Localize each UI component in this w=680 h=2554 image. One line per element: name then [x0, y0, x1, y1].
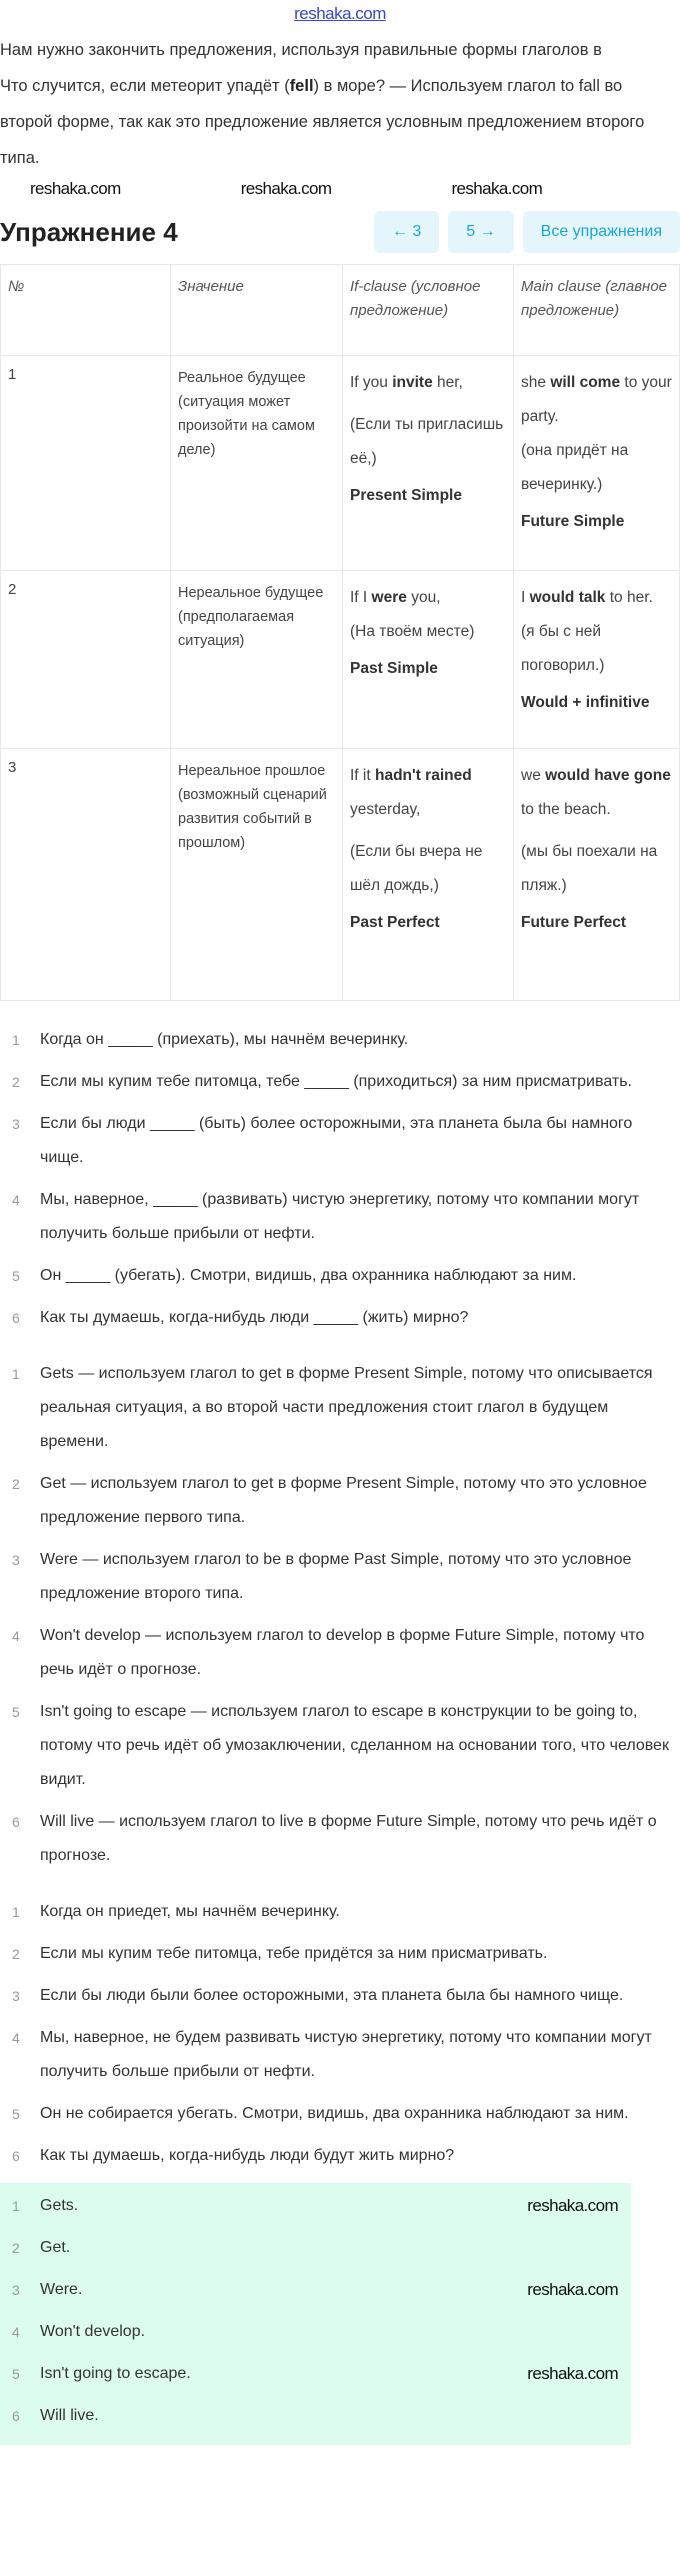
- item-text: Isn't going to escape.: [40, 2365, 191, 2382]
- clause-tense: Past Perfect: [350, 914, 440, 931]
- item-text: Will live.: [40, 2407, 99, 2424]
- clause-verb: invite: [392, 374, 433, 391]
- clause-verb: would talk: [529, 589, 606, 606]
- item-text: Won't develop — используем глагол to develop в форме Future Simple, потому что речь идёт о прогнозе.: [40, 1627, 645, 1678]
- item-text: Gets — используем глагол to get в форме Present Simple, потому что описывается реальная ситуация, а во второй части предложения стоит глагол в будущем времени.: [40, 1365, 653, 1450]
- clause-text: she: [521, 374, 551, 391]
- clause-tense: Past Simple: [350, 660, 438, 677]
- exercise-item: [8, 1301, 672, 1335]
- exercise-item: [8, 1107, 672, 1175]
- explanation-list: [8, 1357, 672, 1873]
- clause-text: I: [521, 589, 530, 606]
- table-row: [1, 749, 680, 1001]
- row-if-clause: [343, 356, 514, 571]
- title-row: [0, 206, 680, 258]
- item-text: Won't develop.: [40, 2323, 146, 2340]
- watermark: reshaka.com: [451, 179, 543, 198]
- row-main-clause: [514, 571, 680, 749]
- example-bold: fell: [289, 77, 314, 95]
- clause-text: yesterday,: [350, 801, 421, 818]
- item-text: Когда он _____ (приехать), мы начнём вечеринку.: [40, 1031, 409, 1048]
- header-number: №: [1, 265, 171, 356]
- item-text: Как ты думаешь, когда-нибудь люди _____ (жить) мирно?: [40, 1309, 469, 1326]
- clause-text: her,: [432, 374, 463, 391]
- example-text: ) в море? — Используем глагол to fall во второй форме, так как это предложение является условным предложением второго типа.: [0, 77, 645, 167]
- next-exercise-button[interactable]: 5 →: [448, 211, 513, 253]
- clause-text: If it: [350, 767, 375, 784]
- table-row: [1, 571, 680, 749]
- translation-item: [8, 2139, 672, 2173]
- clause-translation: (мы бы поехали на пляж.): [521, 843, 658, 894]
- prev-exercise-button[interactable]: ← 3: [374, 211, 439, 253]
- translation-item: [8, 1937, 672, 1971]
- row-number: 1: [1, 356, 171, 571]
- explanation-item: [8, 1467, 672, 1535]
- site-logo[interactable]: reshaka.com: [294, 4, 386, 23]
- clause-verb: hadn't rained: [374, 767, 472, 784]
- item-text: Will live — используем глагол to live в форме Future Simple, потому что речь идёт о прогнозе.: [40, 1813, 657, 1864]
- row-number: 3: [1, 749, 171, 1001]
- intro-example: [0, 68, 675, 176]
- clause-tense: Would + infinitive: [521, 694, 650, 711]
- item-number: 4: [12, 2324, 20, 2340]
- item-number: 3: [12, 1116, 20, 1132]
- clause-translation: (На твоём месте): [350, 623, 475, 640]
- clause-tense: Present Simple: [350, 487, 462, 504]
- all-exercises-button[interactable]: Все упражнения: [523, 211, 680, 253]
- clause-text: If I: [350, 589, 372, 606]
- item-text: Мы, наверное, не будем развивать чистую энергетику, потому что компании могут получить больше прибыли от нефти.: [40, 2029, 652, 2080]
- exercise-item: [8, 1183, 672, 1251]
- clause-text: to her.: [605, 589, 653, 606]
- answer-item: [8, 2189, 628, 2223]
- clause-text: to the beach.: [521, 801, 611, 818]
- clause-text: If you: [350, 374, 393, 391]
- item-number: 1: [12, 1904, 20, 1920]
- item-number: 5: [12, 1268, 20, 1284]
- row-main-clause: [514, 356, 680, 571]
- clause-verb: will come: [550, 374, 621, 391]
- item-text: Gets.: [40, 2197, 79, 2214]
- item-text: Were — используем глагол to be в форме Past Simple, потому что это условное предложение второго типа.: [40, 1551, 632, 1602]
- row-if-clause: [343, 571, 514, 749]
- item-text: Если мы купим тебе питомца, тебе придётся за ним присматривать.: [40, 1945, 548, 1962]
- item-number: 5: [12, 1704, 20, 1720]
- clause-verb: were: [371, 589, 407, 606]
- row-if-clause: [343, 749, 514, 1001]
- table-row: [1, 356, 680, 571]
- explanation-item: [8, 1619, 672, 1687]
- item-text: Если бы люди _____ (быть) более осторожными, эта планета была бы намного чище.: [40, 1115, 633, 1166]
- watermark: reshaka.com: [30, 179, 121, 198]
- clause-text: you,: [406, 589, 441, 606]
- explanation-item: [8, 1357, 672, 1459]
- example-text: Что случится, если метеорит упадёт (: [0, 77, 290, 95]
- watermark: reshaka.com: [527, 2196, 618, 2215]
- translation-item: [8, 2021, 672, 2089]
- item-number: 6: [12, 2148, 20, 2164]
- item-number: 4: [12, 1628, 20, 1644]
- row-meaning: Нереальное прошлое (возможный сценарий развития событий в прошлом): [171, 749, 343, 1001]
- row-number: 2: [1, 571, 171, 749]
- answer-item: [8, 2357, 628, 2391]
- item-number: 5: [12, 2366, 20, 2382]
- translation-item: [8, 1895, 672, 1929]
- item-number: 3: [12, 1988, 20, 2004]
- header-meaning: Значение: [171, 265, 343, 356]
- clause-translation: (Если ты пригласишь её,): [350, 416, 504, 467]
- watermark: reshaka.com: [527, 2364, 618, 2383]
- row-meaning: Реальное будущее (ситуация может произойти на самом деле): [171, 356, 343, 571]
- item-number: 6: [12, 1310, 20, 1326]
- answer-list: [8, 2189, 628, 2433]
- item-number: 2: [12, 1476, 20, 1492]
- exercise-nav: [374, 211, 680, 253]
- clause-tense: Future Perfect: [521, 914, 627, 931]
- translation-item: [8, 2097, 672, 2131]
- item-number: 2: [12, 1946, 20, 1962]
- item-number: 6: [12, 1814, 20, 1830]
- item-text: Isn't going to escape — используем глагол to escape в конструкции to be going to, потому что речь идёт об умозаключении, сделанном на основании того, что человек видит.: [40, 1703, 669, 1788]
- clause-translation: (она придёт на вечеринку.): [521, 442, 629, 493]
- watermark: reshaka.com: [527, 2280, 618, 2299]
- answer-item: [8, 2399, 628, 2433]
- exercise-item: [8, 1259, 672, 1293]
- explanation-item: [8, 1805, 672, 1873]
- page-title: Упражнение 4: [0, 216, 178, 247]
- row-main-clause: [514, 749, 680, 1001]
- exercise-item: [8, 1023, 672, 1057]
- watermark: reshaka.com: [240, 179, 332, 198]
- watermark-row: [0, 176, 680, 202]
- item-number: 3: [12, 1552, 20, 1568]
- item-text: Как ты думаешь, когда-нибудь люди будут жить мирно?: [40, 2147, 455, 2164]
- intro-text: [0, 32, 675, 176]
- item-text: Если бы люди были более осторожными, эта планета была бы намного чище.: [40, 1987, 624, 2004]
- item-number: 1: [12, 2198, 20, 2214]
- clause-translation: (я бы с ней поговорил.): [521, 623, 605, 674]
- clause-tense: Future Simple: [521, 513, 625, 530]
- item-text: Он не собирается убегать. Смотри, видишь, два охранника наблюдают за ним.: [40, 2105, 629, 2122]
- item-text: Get.: [40, 2239, 71, 2256]
- clause-translation: (Если бы вчера не шёл дождь,): [350, 843, 483, 894]
- answers-box: [0, 2183, 631, 2445]
- explanation-item: [8, 1695, 672, 1797]
- item-text: Если мы купим тебе питомца, тебе _____ (приходиться) за ним присматривать.: [40, 1073, 632, 1090]
- intro-line: Нам нужно закончить предложения, используя правильные формы глаголов в: [0, 41, 602, 59]
- answer-item: [8, 2231, 628, 2265]
- item-number: 3: [12, 2282, 20, 2298]
- conditionals-table: [0, 264, 680, 1001]
- item-text: Were.: [40, 2281, 83, 2298]
- row-meaning: Нереальное будущее (предполагаемая ситуация): [171, 571, 343, 749]
- exercise-list: [8, 1023, 672, 1335]
- item-text: Мы, наверное, _____ (развивать) чистую энергетику, потому что компании могут получить больше прибыли от нефти.: [40, 1191, 640, 1242]
- item-number: 2: [12, 2240, 20, 2256]
- item-number: 1: [12, 1366, 20, 1382]
- clause-text: to your party.: [521, 374, 672, 425]
- answer-item: [8, 2273, 628, 2307]
- item-number: 2: [12, 1074, 20, 1090]
- clause-text: we: [521, 767, 546, 784]
- item-text: Get — используем глагол to get в форме Present Simple, потому что это условное предложение первого типа.: [40, 1475, 647, 1526]
- clause-verb: would have gone: [545, 767, 671, 784]
- translation-item: [8, 1979, 672, 2013]
- header-if-clause: If-clause (условное предложение): [343, 265, 514, 356]
- item-number: 6: [12, 2408, 20, 2424]
- header-main-clause: Main clause (главное предложение): [514, 265, 680, 356]
- translation-list: [8, 1895, 672, 2173]
- exercise-item: [8, 1065, 672, 1099]
- table-header-row: [1, 265, 680, 356]
- item-text: Он _____ (убегать). Смотри, видишь, два охранника наблюдают за ним.: [40, 1267, 577, 1284]
- explanation-item: [8, 1543, 672, 1611]
- item-number: 5: [12, 2106, 20, 2122]
- answer-item: [8, 2315, 628, 2349]
- item-number: 4: [12, 1192, 20, 1208]
- item-number: 1: [12, 1032, 20, 1048]
- item-text: Когда он приедет, мы начнём вечеринку.: [40, 1903, 340, 1920]
- item-number: 4: [12, 2030, 20, 2046]
